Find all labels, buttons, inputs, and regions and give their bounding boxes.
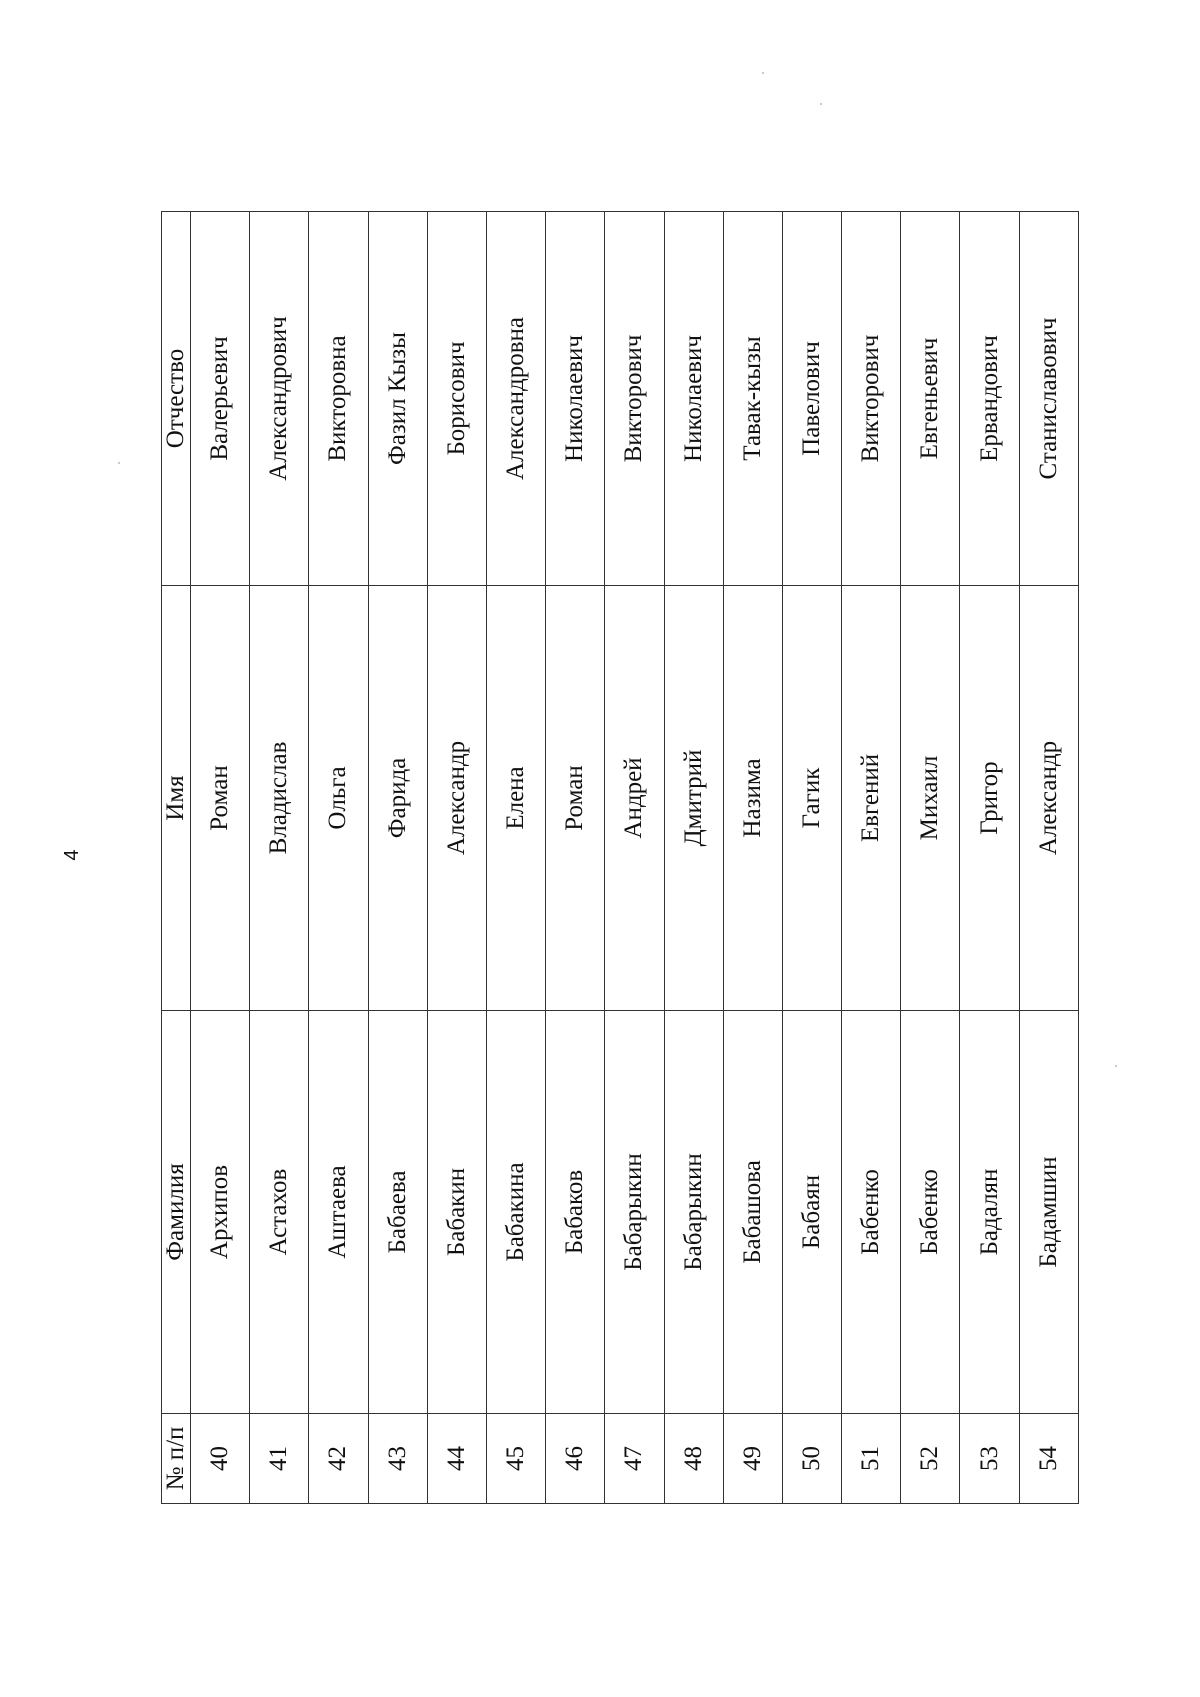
cell-num: 45 (486, 1414, 545, 1504)
cell-num: 42 (309, 1414, 368, 1504)
cell-last-name: Бабаева (368, 1011, 427, 1414)
cell-num: 41 (250, 1414, 309, 1504)
table-row (546, 212, 605, 1504)
cell-last-name: Архипов (191, 1011, 250, 1414)
roster-table (161, 211, 1079, 1504)
table-row (250, 212, 309, 1504)
cell-num: 53 (960, 1414, 1019, 1504)
cell-last-name: Бадамшин (1019, 1011, 1078, 1414)
cell-num: 49 (723, 1414, 782, 1504)
cell-patronymic: Валерьевич (191, 212, 250, 586)
cell-last-name: Бабарыкин (664, 1011, 723, 1414)
cell-num: 54 (1019, 1414, 1078, 1504)
cell-last-name: Бабашова (723, 1011, 782, 1414)
page-number: 4 (61, 849, 83, 861)
cell-patronymic: Станиславович (1019, 212, 1078, 586)
cell-last-name: Аштаева (309, 1011, 368, 1414)
cell-num: 44 (427, 1414, 486, 1504)
cell-first-name: Фарида (368, 586, 427, 1011)
cell-last-name: Бабаков (546, 1011, 605, 1414)
cell-last-name: Бадалян (960, 1011, 1019, 1414)
cell-first-name: Михаил (901, 586, 960, 1011)
table-row (723, 212, 782, 1504)
cell-patronymic: Николаевич (664, 212, 723, 586)
table-row (309, 212, 368, 1504)
cell-patronymic: Викторович (605, 212, 664, 586)
cell-num: 50 (782, 1414, 841, 1504)
cell-patronymic: Евгеньевич (901, 212, 960, 586)
table-row (901, 212, 960, 1504)
cell-patronymic: Борисович (427, 212, 486, 586)
scan-speck (118, 462, 120, 464)
cell-patronymic: Николаевич (546, 212, 605, 586)
scan-speck (1115, 1065, 1117, 1067)
header-first-name: Имя (162, 586, 191, 1011)
cell-first-name: Андрей (605, 586, 664, 1011)
cell-patronymic: Тавак-кызы (723, 212, 782, 586)
table-row (368, 212, 427, 1504)
cell-first-name: Владислав (250, 586, 309, 1011)
cell-first-name: Елена (486, 586, 545, 1011)
scan-speck (820, 103, 822, 105)
cell-num: 40 (191, 1414, 250, 1504)
cell-last-name: Астахов (250, 1011, 309, 1414)
table-row (1019, 212, 1078, 1504)
table-row (486, 212, 545, 1504)
table-header-row (162, 212, 191, 1504)
cell-last-name: Бабенко (842, 1011, 901, 1414)
cell-last-name: Бабаян (782, 1011, 841, 1414)
table-row (664, 212, 723, 1504)
table-row (427, 212, 486, 1504)
cell-last-name: Бабарыкин (605, 1011, 664, 1414)
header-last-name: Фамилия (162, 1011, 191, 1414)
cell-first-name: Дмитрий (664, 586, 723, 1011)
cell-last-name: Бабакина (486, 1011, 545, 1414)
cell-num: 52 (901, 1414, 960, 1504)
table-row (191, 212, 250, 1504)
cell-patronymic: Павелович (782, 212, 841, 586)
cell-patronymic: Викторович (842, 212, 901, 586)
header-patronymic: Отчество (162, 212, 191, 586)
cell-num: 47 (605, 1414, 664, 1504)
scan-speck (762, 72, 764, 74)
cell-patronymic: Викторовна (309, 212, 368, 586)
cell-patronymic: Александрович (250, 212, 309, 586)
table-row (960, 212, 1019, 1504)
cell-first-name: Евгений (842, 586, 901, 1011)
cell-first-name: Ольга (309, 586, 368, 1011)
cell-num: 51 (842, 1414, 901, 1504)
cell-num: 48 (664, 1414, 723, 1504)
cell-first-name: Гагик (782, 586, 841, 1011)
cell-patronymic: Фазил Кызы (368, 212, 427, 586)
cell-first-name: Роман (191, 586, 250, 1011)
cell-last-name: Бабенко (901, 1011, 960, 1414)
cell-last-name: Бабакин (427, 1011, 486, 1414)
cell-first-name: Григор (960, 586, 1019, 1011)
cell-first-name: Назима (723, 586, 782, 1011)
header-num: № п/п (162, 1414, 191, 1504)
cell-num: 46 (546, 1414, 605, 1504)
cell-patronymic: Ервандович (960, 212, 1019, 586)
cell-num: 43 (368, 1414, 427, 1504)
cell-first-name: Роман (546, 586, 605, 1011)
cell-patronymic: Александровна (486, 212, 545, 586)
table-row (605, 212, 664, 1504)
table-row (782, 212, 841, 1504)
cell-first-name: Александр (1019, 586, 1078, 1011)
cell-first-name: Александр (427, 586, 486, 1011)
roster-table-container (161, 212, 1079, 1504)
table-row (842, 212, 901, 1504)
